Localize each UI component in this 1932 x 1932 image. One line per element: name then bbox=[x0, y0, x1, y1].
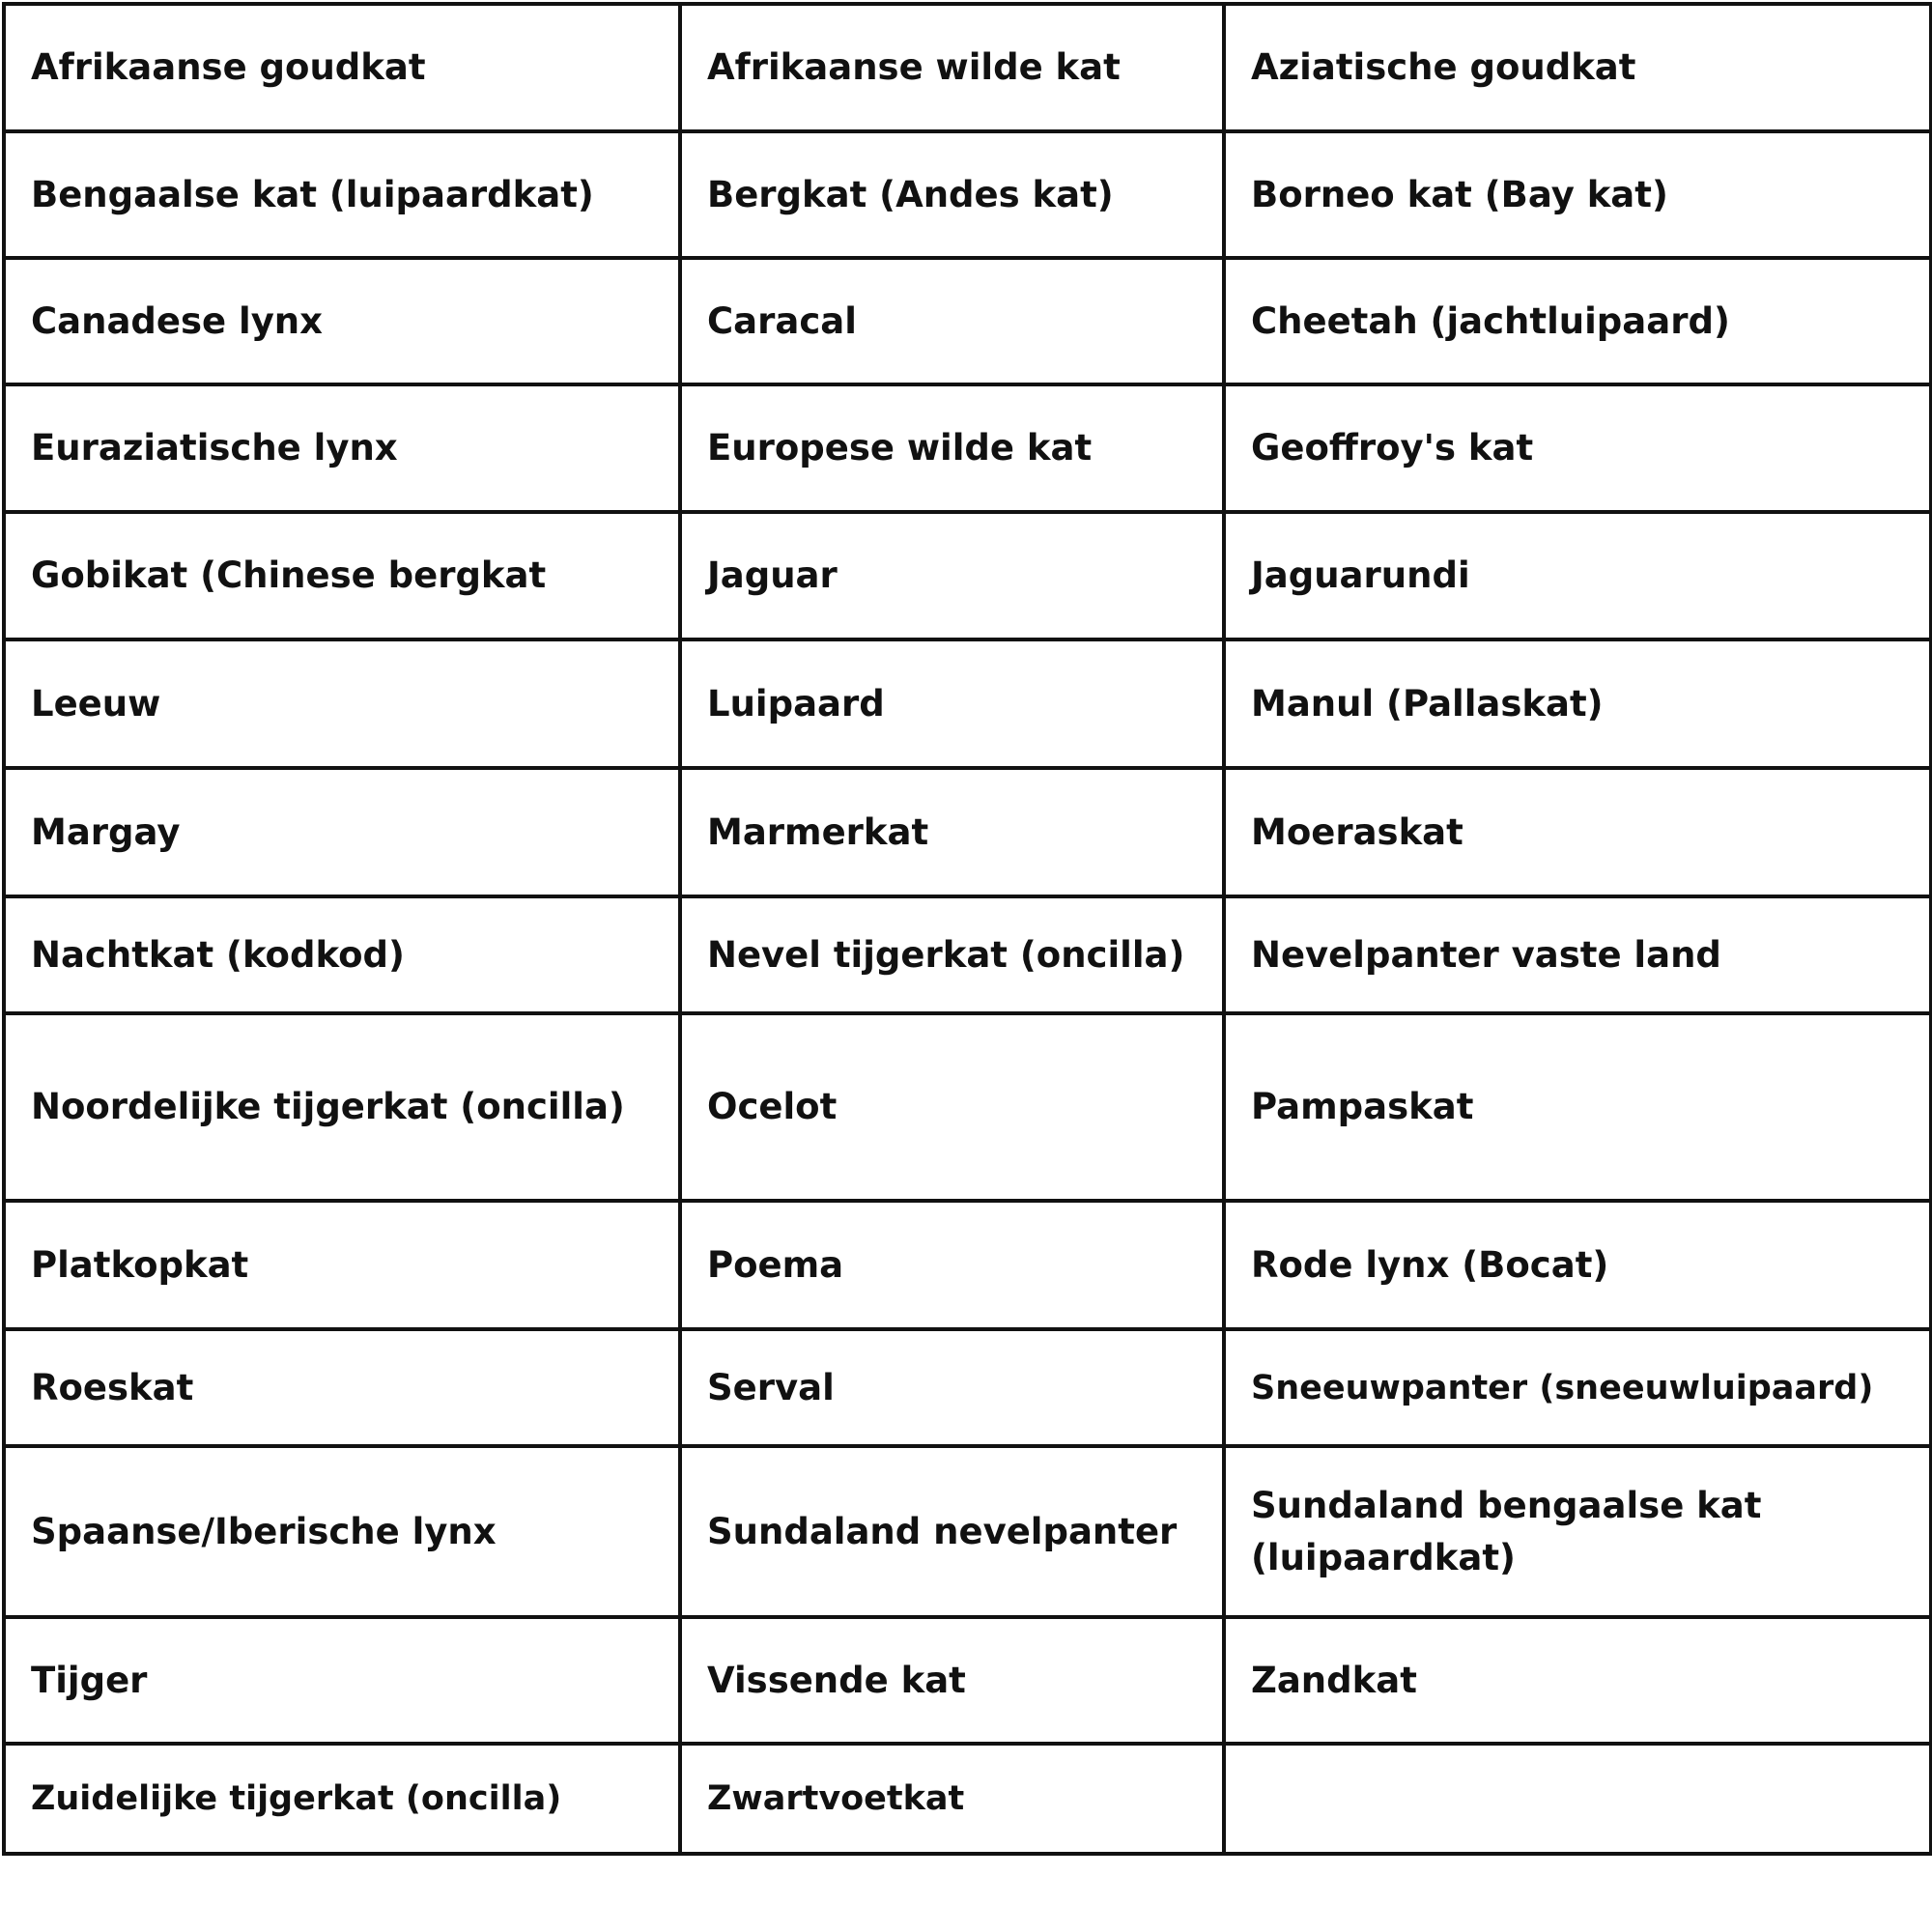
table-cell: Vissende kat bbox=[680, 1617, 1224, 1744]
table-row bbox=[4, 1329, 1931, 1446]
table-cell: Serval bbox=[680, 1329, 1224, 1446]
table-row bbox=[4, 1617, 1931, 1744]
table-row bbox=[4, 1013, 1931, 1201]
table-row bbox=[4, 1744, 1931, 1854]
table-cell: Ocelot bbox=[680, 1013, 1224, 1201]
table-row bbox=[4, 258, 1931, 384]
table-row bbox=[4, 1201, 1931, 1329]
table-cell: Bengaalse kat (luipaardkat) bbox=[4, 131, 680, 258]
table-cell: Spaanse/Iberische lynx bbox=[4, 1446, 680, 1617]
table-row bbox=[4, 768, 1931, 896]
table-cell: Zandkat bbox=[1224, 1617, 1931, 1744]
table-cell: Tijger bbox=[4, 1617, 680, 1744]
table-cell: Moeraskat bbox=[1224, 768, 1931, 896]
table-cell: Jaguarundi bbox=[1224, 512, 1931, 639]
table-cell: Marmerkat bbox=[680, 768, 1224, 896]
table-cell: Afrikaanse wilde kat bbox=[680, 4, 1224, 131]
table-cell: Nachtkat (kodkod) bbox=[4, 896, 680, 1013]
table-cell: Leeuw bbox=[4, 639, 680, 768]
table-cell: Poema bbox=[680, 1201, 1224, 1329]
table-cell: Luipaard bbox=[680, 639, 1224, 768]
table-row bbox=[4, 4, 1931, 131]
table-cell: Nevel tijgerkat (oncilla) bbox=[680, 896, 1224, 1013]
table-cell: Aziatische goudkat bbox=[1224, 4, 1931, 131]
table-cell: Zwartvoetkat bbox=[680, 1744, 1224, 1854]
table-cell: Rode lynx (Bocat) bbox=[1224, 1201, 1931, 1329]
table-cell: Sneeuwpanter (sneeuwluipaard) bbox=[1224, 1329, 1931, 1446]
table-row bbox=[4, 512, 1931, 639]
table-cell: Euraziatische lynx bbox=[4, 384, 680, 512]
table-row bbox=[4, 1446, 1931, 1617]
table-cell: Sundaland nevelpanter bbox=[680, 1446, 1224, 1617]
table-row bbox=[4, 131, 1931, 258]
table-cell: Pampaskat bbox=[1224, 1013, 1931, 1201]
table-cell: Cheetah (jachtluipaard) bbox=[1224, 258, 1931, 384]
table-cell: Noordelijke tijgerkat (oncilla) bbox=[4, 1013, 680, 1201]
cat-species-table bbox=[2, 2, 1932, 1856]
table-cell: Caracal bbox=[680, 258, 1224, 384]
table-cell: Afrikaanse goudkat bbox=[4, 4, 680, 131]
table-cell: Nevelpanter vaste land bbox=[1224, 896, 1931, 1013]
table-body bbox=[4, 4, 1931, 1854]
table-cell: Borneo kat (Bay kat) bbox=[1224, 131, 1931, 258]
table-cell: Geoffroy's kat bbox=[1224, 384, 1931, 512]
table-cell: Sundaland bengaalse kat (luipaardkat) bbox=[1224, 1446, 1931, 1617]
table-cell: Margay bbox=[4, 768, 680, 896]
table-cell: Zuidelijke tijgerkat (oncilla) bbox=[4, 1744, 680, 1854]
table-row bbox=[4, 384, 1931, 512]
table-cell: Roeskat bbox=[4, 1329, 680, 1446]
table-cell: Gobikat (Chinese bergkat bbox=[4, 512, 680, 639]
table-cell: Europese wilde kat bbox=[680, 384, 1224, 512]
table-cell bbox=[1224, 1744, 1931, 1854]
table-cell: Manul (Pallaskat) bbox=[1224, 639, 1931, 768]
table-cell: Bergkat (Andes kat) bbox=[680, 131, 1224, 258]
table-row bbox=[4, 896, 1931, 1013]
table-row bbox=[4, 639, 1931, 768]
table-cell: Canadese lynx bbox=[4, 258, 680, 384]
table-cell: Jaguar bbox=[680, 512, 1224, 639]
table-cell: Platkopkat bbox=[4, 1201, 680, 1329]
